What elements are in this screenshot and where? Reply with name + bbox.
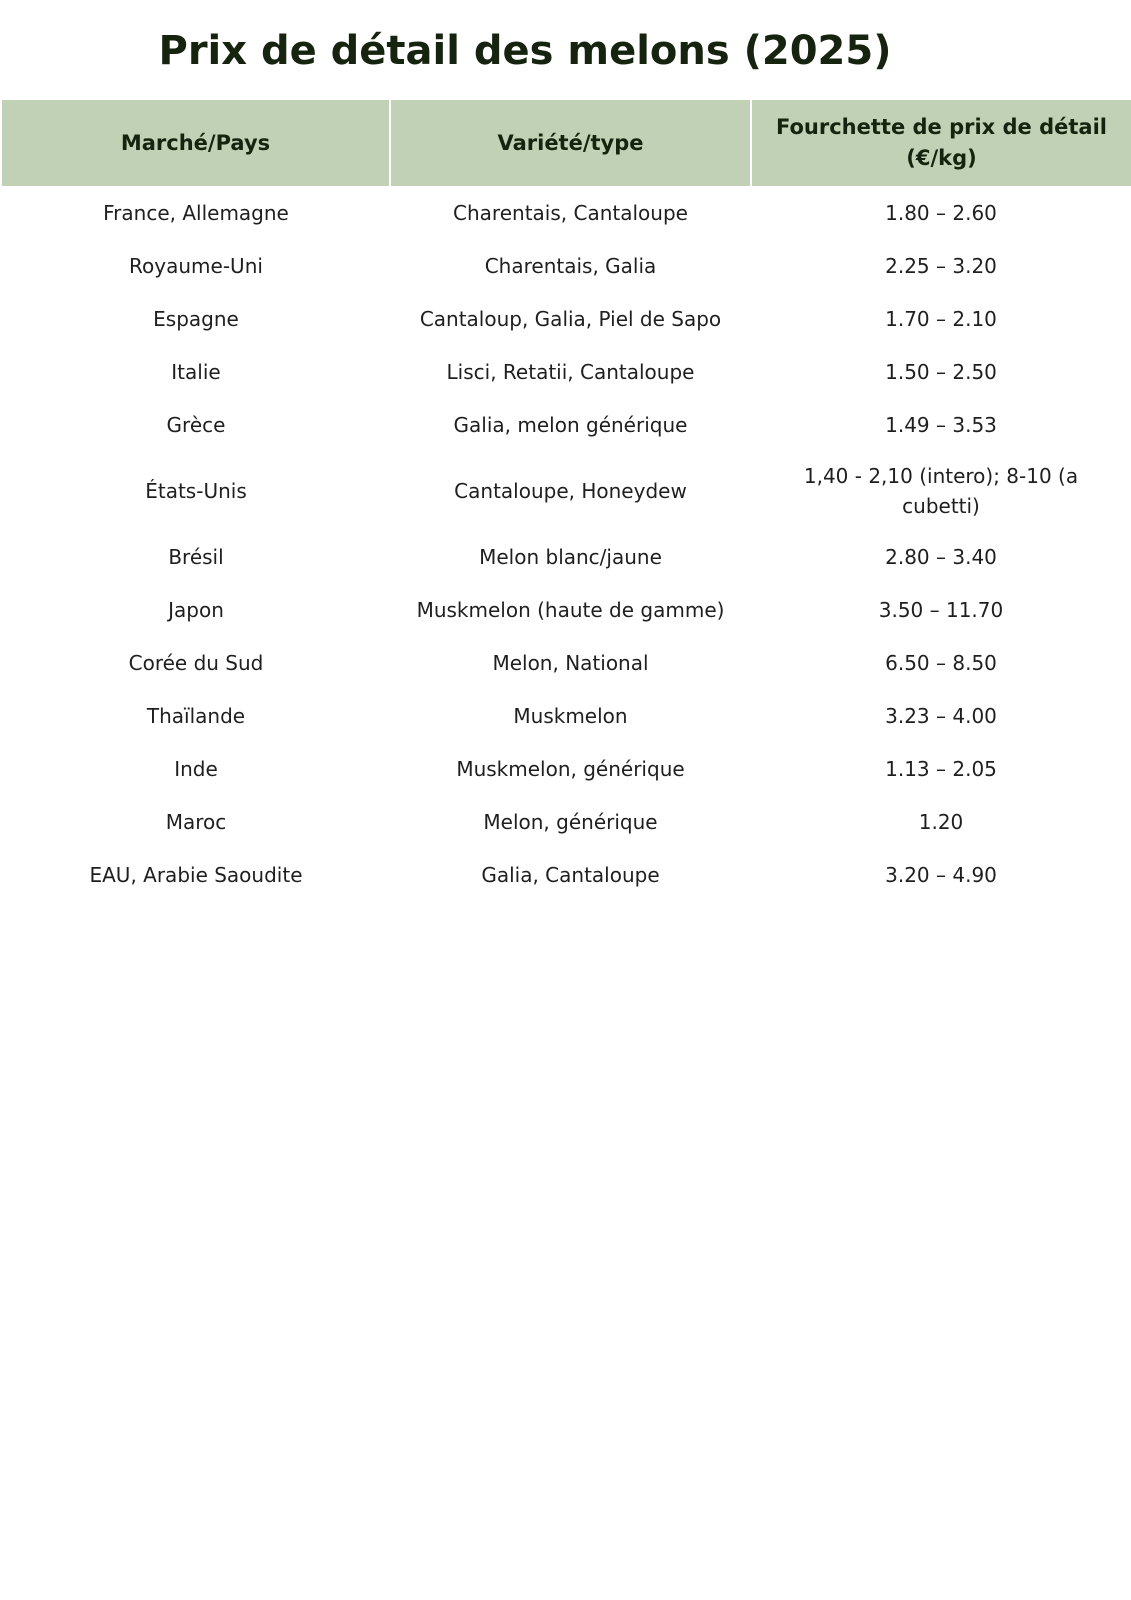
cell-price: 1.80 – 2.60 — [885, 200, 997, 225]
cell-variety: Muskmelon, générique — [456, 756, 685, 781]
cell-variety: Galia, melon générique — [453, 412, 688, 437]
table-row — [2, 689, 1131, 742]
cell-price: 1.49 – 3.53 — [885, 412, 997, 437]
header-variety: Variété/type — [390, 100, 751, 186]
cell-market: Brésil — [168, 544, 224, 569]
table-row — [2, 239, 1131, 292]
cell-price: 1.20 — [918, 809, 964, 834]
cell-variety: Cantaloupe, Honeydew — [454, 478, 687, 503]
cell-variety: Melon, National — [492, 650, 649, 675]
cell-market: France, Allemagne — [103, 200, 289, 225]
cell-market: Espagne — [153, 306, 239, 331]
table-header — [2, 100, 1131, 186]
cell-market: Italie — [171, 359, 221, 384]
table-row — [2, 795, 1131, 848]
cell-market: États-Unis — [145, 478, 247, 503]
header-price-range: Fourchette de prix de détail (€/kg) — [751, 100, 1131, 186]
cell-market: Royaume-Uni — [129, 253, 263, 278]
table-row — [2, 398, 1131, 451]
cell-variety: Melon blanc/jaune — [479, 544, 662, 569]
cell-variety: Cantaloup, Galia, Piel de Sapo — [419, 306, 722, 331]
cell-market: Japon — [168, 597, 224, 622]
cell-market: Corée du Sud — [128, 650, 264, 675]
table-row — [2, 742, 1131, 795]
cell-variety: Muskmelon — [513, 703, 628, 728]
cell-variety: Galia, Cantaloupe — [481, 862, 660, 887]
table-row — [2, 345, 1131, 398]
header-market: Marché/Pays — [2, 100, 390, 186]
table-row — [2, 292, 1131, 345]
cell-price: 1.13 – 2.05 — [885, 756, 997, 781]
cell-market: Maroc — [165, 809, 227, 834]
cell-price: 1.50 – 2.50 — [885, 359, 997, 384]
cell-variety: Charentais, Galia — [484, 253, 657, 278]
page-title: Prix de détail des melons (2025) — [158, 28, 892, 74]
cell-market: Inde — [174, 756, 218, 781]
table-row — [2, 848, 1131, 901]
table-row — [2, 186, 1131, 239]
cell-variety: Muskmelon (haute de gamme) — [416, 597, 725, 622]
price-table — [2, 100, 1131, 901]
cell-price: 1,40 - 2,10 (intero); 8-10 (a cubetti) — [803, 463, 1079, 518]
cell-variety: Charentais, Cantaloupe — [453, 200, 688, 225]
table-row — [2, 530, 1131, 583]
cell-market: Grèce — [166, 412, 226, 437]
cell-price: 3.50 – 11.70 — [878, 597, 1004, 622]
table-row — [2, 636, 1131, 689]
cell-price: 1.70 – 2.10 — [885, 306, 997, 331]
cell-price: 3.20 – 4.90 — [885, 862, 997, 887]
cell-price: 6.50 – 8.50 — [885, 650, 997, 675]
table-row — [2, 451, 1131, 530]
header-row — [2, 100, 1131, 186]
cell-price: 3.23 – 4.00 — [885, 703, 997, 728]
table-body — [2, 186, 1131, 901]
cell-variety: Melon, générique — [483, 809, 658, 834]
cell-market: EAU, Arabie Saoudite — [89, 862, 303, 887]
cell-variety: Lisci, Retatii, Cantaloupe — [446, 359, 695, 384]
cell-price: 2.80 – 3.40 — [885, 544, 997, 569]
cell-price: 2.25 – 3.20 — [885, 253, 997, 278]
cell-market: Thaïlande — [146, 703, 246, 728]
table-row — [2, 583, 1131, 636]
